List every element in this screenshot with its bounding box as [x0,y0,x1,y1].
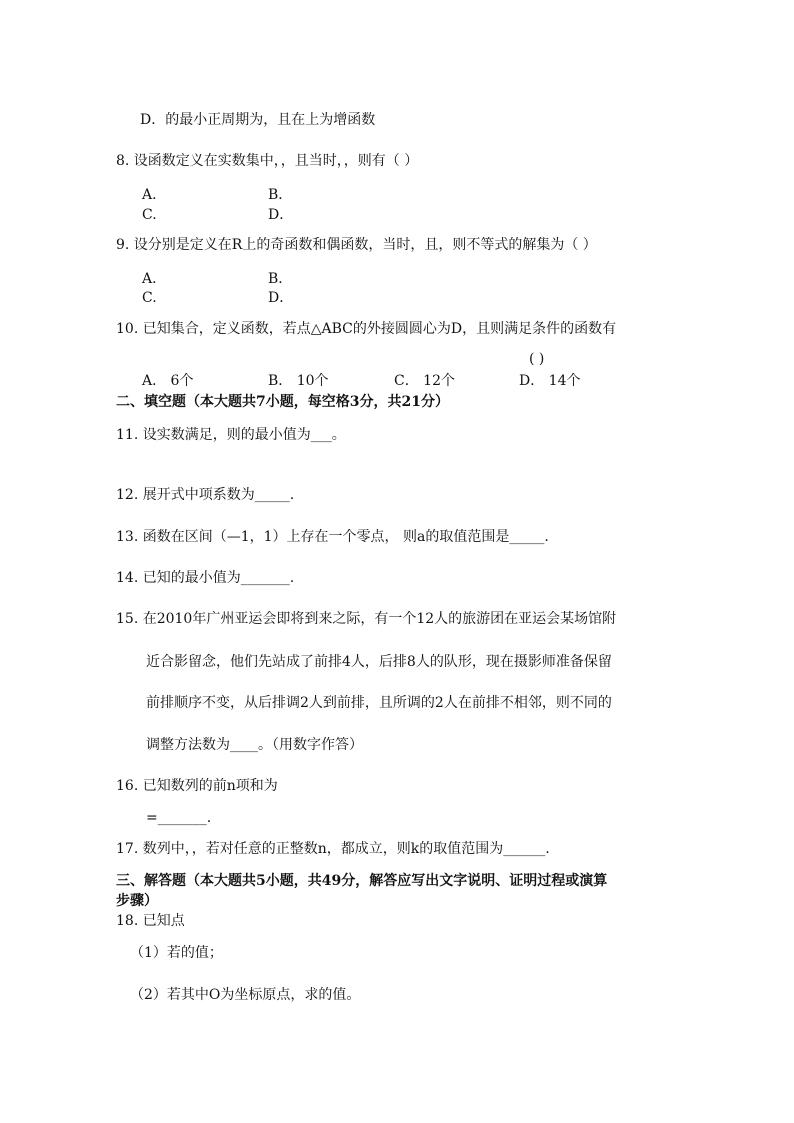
q13-text: 13. 函数在区间（—1，1）上存在一个零点， 则a的取值范围是_____. [116,529,549,545]
section-3-title-line-1: 三、解答题（本大题共5小题，共49分，解答应写出文字说明、证明过程或演算 [116,873,608,889]
q8-option-d: D． [268,207,294,223]
q9-option-b: B． [268,271,293,287]
q18-part-2: （2）若其中O为坐标原点，求的值。 [130,987,361,1003]
q14-text: 14. 已知的最小值为_______. [116,570,295,586]
q10-option-c: C． 12个 [394,373,455,389]
q17-text: 17. 数列中，，若对任意的正整数n，都成立，则k的取值范围为______. [116,841,550,857]
q10-option-a: A． 6个 [142,373,194,389]
q16-line-2: =_______. [146,810,212,826]
q10-answer-paren: ( ) [529,351,545,367]
q9-option-d: D． [268,290,294,306]
q18-stem: 18. 已知点 [116,913,185,929]
q9-stem: 9. 设分别是定义在R上的奇函数和偶函数，当时，且，则不等式的解集为（ ） [116,237,597,253]
q10-stem: 10. 已知集合，定义函数，若点△ABC的外接圆圆心为D，且则满足条件的函数有 [116,321,617,337]
q8-option-a: A． [142,187,167,203]
q18-part-1: （1）若的值； [130,945,223,961]
q12-text: 12. 展开式中项系数为_____. [116,487,295,503]
q8-stem: 8. 设函数定义在实数集中，，且当时，，则有（ ） [116,153,419,169]
q10-option-d: D． 14个 [519,373,581,389]
q16-line-1: 16. 已知数列的前n项和为 [116,778,278,794]
q8-option-c: C. [142,207,157,223]
q8-option-b: B． [268,187,293,203]
section-2-title: 二、填空题（本大题共7小题，每空格3分，共21分） [116,394,449,410]
q15-line-4: 调整方法数为____。（用数字作答） [146,737,363,753]
q9-option-c: C. [142,290,157,306]
q11-text: 11. 设实数满足，则的最小值为___。 [116,427,346,443]
q9-option-a: A． [142,271,167,287]
q15-line-2: 近合影留念，他们先站成了前排4人，后排8人的队形，现在摄影师准备保留 [146,654,612,670]
q10-option-b: B． 10个 [268,373,329,389]
section-3-title-line-2: 步骤） [116,893,158,909]
q15-line-3: 前排顺序不变，从后排调2人到前排，且所调的2人在前排不相邻，则不同的 [146,695,612,711]
q15-line-1: 15. 在2010年广州亚运会即将到来之际，有一个12人的旅游团在亚运会某场馆附 [116,611,617,627]
q7-option-d: D．的最小正周期为，且在上为增函数 [140,112,376,128]
